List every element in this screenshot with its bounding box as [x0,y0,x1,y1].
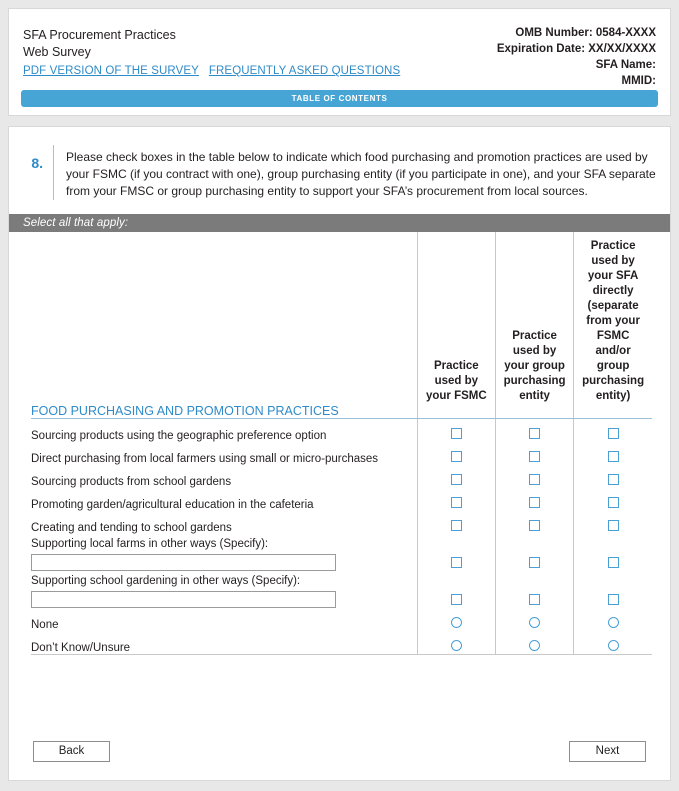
column-header-group-purchasing: Practice used by your group purchasing entity [495,232,573,404]
radio-fsmc-dont-know[interactable] [451,640,462,651]
table-row [31,419,652,443]
row-0-group-cell [495,419,573,443]
practices-table [31,232,652,655]
checkbox-group-purchasing[interactable] [529,474,540,485]
section-spacer-3 [574,404,652,419]
row-label-with-specify [31,571,417,608]
radio-fsmc-none[interactable] [451,617,462,628]
radio-group-purchasing-none[interactable] [529,617,540,628]
checkbox-fsmc[interactable] [451,474,462,485]
row-2-sfa-cell [574,465,652,488]
row-label: Supporting school gardening in other ways (Specify): [31,575,301,587]
table-row [31,465,652,488]
table-row [31,608,652,631]
row-3-sfa-cell [574,488,652,511]
row-1-sfa-cell [574,442,652,465]
faq-link[interactable]: FREQUENTLY ASKED QUESTIONS [208,65,401,77]
checkbox-fsmc[interactable] [451,594,462,605]
checkbox-sfa-direct[interactable] [608,497,619,508]
row-4-fsmc-cell [417,511,495,534]
row-3-fsmc-cell [417,488,495,511]
checkbox-sfa-direct[interactable] [608,557,619,568]
checkbox-sfa-direct[interactable] [608,451,619,462]
row-4-group-cell [495,511,573,534]
row-label: Promoting garden/agricultural education in the cafeteria [31,499,314,511]
checkbox-fsmc[interactable] [451,451,462,462]
column-header-sfa-direct: Practice used by your SFA directly (separate from your FSMC and/or group purchasing entity) [574,232,652,404]
checkbox-group-purchasing[interactable] [529,520,540,531]
header-links [23,65,423,77]
checkbox-sfa-direct[interactable] [608,520,619,531]
checkbox-sfa-direct[interactable] [608,594,619,605]
checkbox-fsmc[interactable] [451,520,462,531]
checkbox-fsmc[interactable] [451,428,462,439]
question-number: 8. [31,155,43,171]
checkbox-sfa-direct[interactable] [608,474,619,485]
row-8-sfa-cell [574,631,652,655]
row-8-fsmc-cell [417,631,495,655]
row-2-fsmc-cell [417,465,495,488]
section-header-row [31,404,652,419]
row-label: Sourcing products from school gardens [31,476,232,488]
row-0-fsmc-cell [417,419,495,443]
specify-school-gardening-input[interactable] [31,591,336,608]
row-label: Direct purchasing from local farmers using small or micro-purchases [31,453,379,465]
question-text: Please check boxes in the table below to indicate which food purchasing and promotion practices are used by your FSMC (if you contract with one), group purchasing entity (if you participate in one), and your SFA separate from your FMSC or group purchasing entity to support your SFA’s procurement from local sources. [66,150,656,198]
main-panel [8,126,671,781]
select-all-instruction: Select all that apply: [9,214,670,232]
table-row [31,442,652,465]
survey-title: SFA Procurement Practices [23,28,176,42]
table-row [31,488,652,511]
section-title: FOOD PURCHASING AND PROMOTION PRACTICES [31,404,417,419]
table-row [31,511,652,534]
row-3-group-cell [495,488,573,511]
row-label: Creating and tending to school gardens [31,522,232,534]
row-label: None [31,619,59,631]
row-5-group-cell [495,534,573,571]
row-label: Supporting local farms in other ways (Specify): [31,538,269,550]
row-4-sfa-cell [574,511,652,534]
row-1-fsmc-cell [417,442,495,465]
back-button[interactable]: Back [33,741,110,762]
expiration-date: Expiration Date: XX/XX/XXXX [496,43,656,55]
table-of-contents-button[interactable]: TABLE OF CONTENTS [21,90,658,107]
row-7-group-cell [495,608,573,631]
row-label-with-specify [31,534,417,571]
row-5-sfa-cell [574,534,652,571]
checkbox-group-purchasing[interactable] [529,497,540,508]
checkbox-sfa-direct[interactable] [608,428,619,439]
checkbox-group-purchasing[interactable] [529,594,540,605]
row-7-sfa-cell [574,608,652,631]
section-spacer-1 [417,404,495,419]
mmid: MMID: [621,75,656,87]
question-block [9,127,670,206]
checkbox-fsmc[interactable] [451,497,462,508]
radio-sfa-direct-dont-know[interactable] [608,640,619,651]
table-row [31,534,652,571]
row-6-sfa-cell [574,571,652,608]
footer-navigation [9,741,670,762]
row-6-fsmc-cell [417,571,495,608]
row-1-group-cell [495,442,573,465]
checkbox-fsmc[interactable] [451,557,462,568]
pdf-version-link[interactable]: PDF VERSION OF THE SURVEY [23,65,199,77]
next-button[interactable]: Next [569,741,646,762]
row-5-fsmc-cell [417,534,495,571]
header-spacer [31,232,417,404]
radio-sfa-direct-none[interactable] [608,617,619,628]
omb-number: OMB Number: 0584-XXXX [515,27,656,39]
practices-table-wrap [9,232,670,655]
column-header-fsmc: Practice used by your FSMC [417,232,495,404]
header-left [23,27,423,77]
row-label: Don’t Know/Unsure [31,631,417,655]
question-divider [53,145,54,200]
survey-subtitle: Web Survey [23,45,91,59]
specify-local-farms-input[interactable] [31,554,336,571]
row-0-sfa-cell [574,419,652,443]
row-7-fsmc-cell [417,608,495,631]
table-header-row [31,232,652,404]
checkbox-group-purchasing[interactable] [529,451,540,462]
table-row [31,571,652,608]
section-spacer-2 [495,404,573,419]
row-2-group-cell [495,465,573,488]
header-right [497,25,656,89]
row-6-group-cell [495,571,573,608]
checkbox-group-purchasing[interactable] [529,557,540,568]
header-panel [8,8,671,116]
sfa-name: SFA Name: [595,59,656,71]
table-row [31,631,652,655]
checkbox-group-purchasing[interactable] [529,428,540,439]
radio-group-purchasing-dont-know[interactable] [529,640,540,651]
row-8-group-cell [495,631,573,655]
row-label: Sourcing products using the geographic preference option [31,430,327,442]
